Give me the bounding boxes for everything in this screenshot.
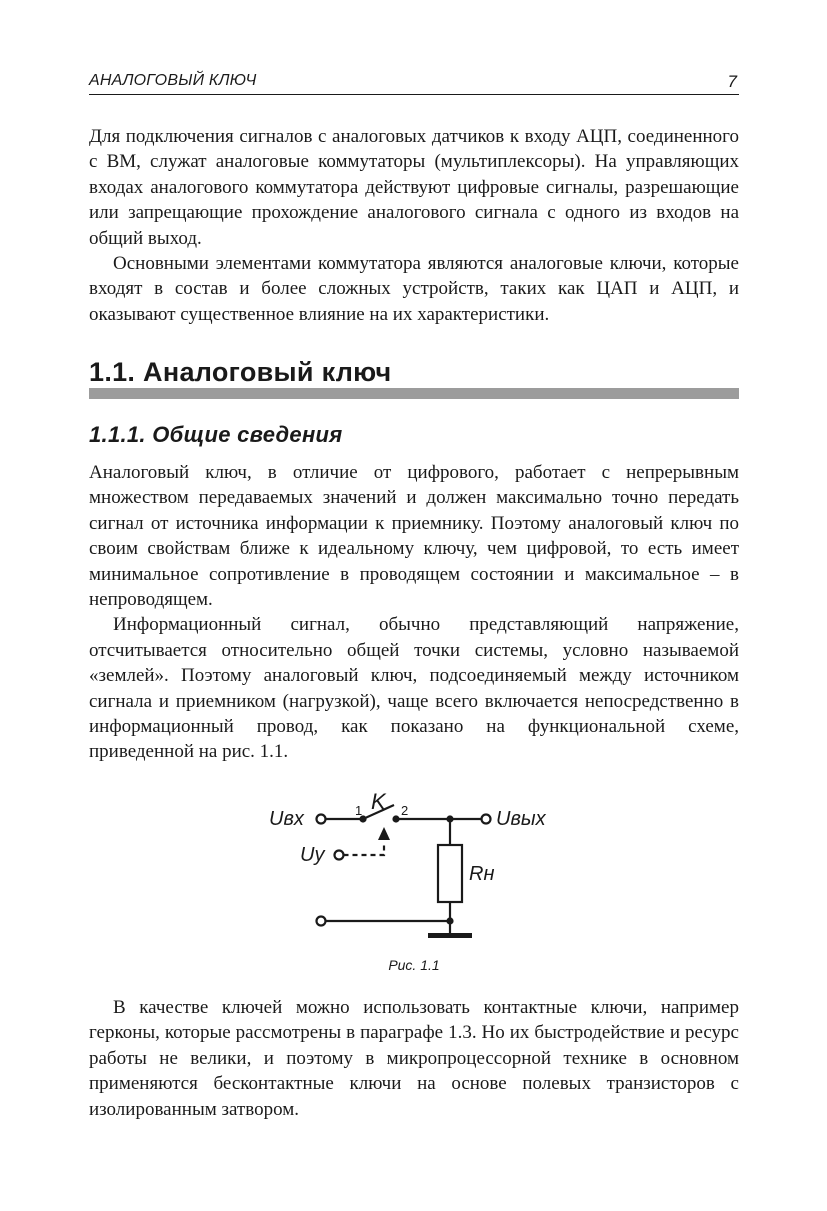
circuit-figure — [260, 790, 600, 950]
running-head — [89, 70, 739, 94]
junction-dot — [446, 917, 453, 924]
pin-1-label: 1 — [355, 803, 363, 818]
paragraph: Для подключения сигналов с аналоговых датчиков к входу АЦП, соединенного с ВМ, служат аналоговые коммутаторы (мультиплексоры). На управляющих входах аналогового коммутатора действуют цифровые сигналы, разрешающие или запрещающие прохождение аналогового сигнала с одного из входов на общий выход. — [89, 126, 739, 249]
load-resistor — [438, 845, 462, 902]
paragraph: В качестве ключей можно использовать контактные ключи, например герконы, которые рассмотрены в параграфе 1.3. Но их быстродействие и ресурс работы не велики, и поэтому в микропроцессорной технике в основном применяются бесконтактные ключи на основе полевых транзисторов с изолированным затвором. — [89, 997, 739, 1120]
junction-dot — [446, 815, 453, 822]
section-title: 1.1. Аналоговый ключ — [89, 357, 392, 387]
intro-text — [89, 124, 739, 327]
section-title-bar — [89, 388, 739, 399]
switch-label: K — [371, 790, 386, 814]
closing-text — [89, 995, 739, 1122]
circuit-diagram — [260, 790, 600, 950]
paragraph: Аналоговый ключ, в отличие от цифрового, работает с непрерывным множеством передаваемых значений и должен максимально точно передать сигнал от источника информации к приемнику. Поэтому аналоговый ключ по своим свойствам ближе к идеальному ключу, чем цифровой, то есть имеет минимальное сопротивление в проводящем состоянии и максимальное – в непроводящем. — [89, 462, 739, 611]
control-dashed-line — [344, 842, 385, 855]
pin-2-label: 2 — [401, 803, 409, 818]
output-terminal — [482, 815, 491, 824]
control-label: Uy — [300, 844, 325, 866]
header-rule — [89, 94, 739, 95]
page-number: 7 — [727, 72, 737, 91]
subsection-title: 1.1.1. Общие сведения — [89, 422, 343, 447]
paragraph: Основными элементами коммутатора являются аналоговые ключи, которые входят в состав и более сложных устройств, таких как ЦАП и АЦП, и оказывают существенное влияние на их характеристики. — [89, 253, 739, 325]
subsection-text — [89, 460, 739, 765]
control-terminal — [335, 851, 344, 860]
input-label: Uвх — [269, 808, 304, 830]
paragraph: Информационный сигнал, обычно представляющий напряжение, отсчитывается относительно общей точки системы, условно называемой «землей». Поэтому аналоговый ключ, подсоединяемый между источником сигнала и приемником (нагрузкой), чаще всего включается непосредственно в информационный провод, как показано на функциональной схеме, приведенной на рис. 1.1. — [89, 614, 739, 763]
input-terminal — [317, 815, 326, 824]
common-terminal — [317, 917, 326, 926]
control-arrow-icon — [378, 827, 390, 840]
output-label: Uвых — [496, 808, 546, 830]
load-label: Rн — [469, 863, 495, 885]
switch-contact-2 — [392, 815, 399, 822]
figure-caption: Рис. 1.1 — [388, 957, 440, 973]
running-head-title: АНАЛОГОВЫЙ КЛЮЧ — [89, 72, 257, 89]
ground-bar — [428, 933, 472, 938]
